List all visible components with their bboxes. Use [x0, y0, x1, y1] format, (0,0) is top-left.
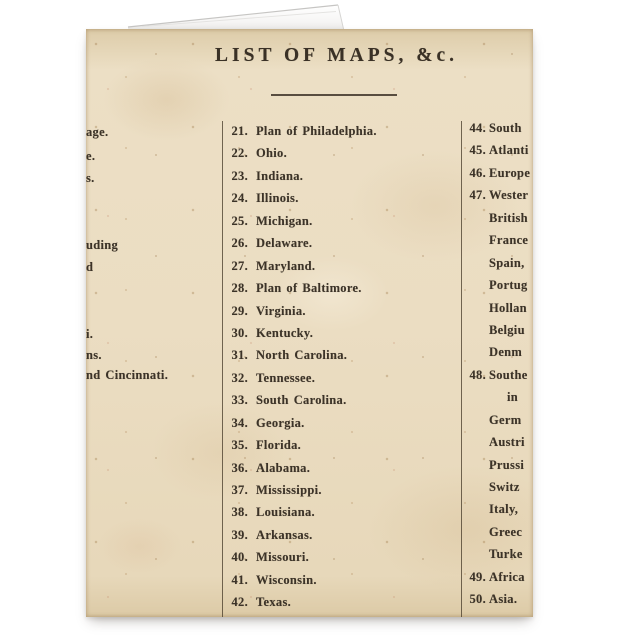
map-list-item: [220, 367, 460, 389]
entry-number: 42.: [231, 595, 248, 610]
entry-name: Switz: [489, 480, 520, 494]
entry-number: 50.: [469, 592, 486, 607]
map-list-item: [466, 431, 533, 453]
entry-name: Louisiana.: [256, 505, 315, 520]
entry-name: Virginia.: [256, 303, 306, 318]
entry-name: Spain,: [489, 255, 525, 270]
entry-name: Kentucky.: [256, 325, 314, 340]
entry-number: 37.: [231, 483, 248, 497]
entry-name: Indiana.: [256, 168, 304, 183]
entry-number: 39.: [231, 527, 248, 542]
entry-number: 48.: [469, 367, 486, 382]
page-title: LIST OF MAPS, &c.: [215, 45, 458, 66]
entry-name: in: [507, 390, 519, 405]
entry-name: South Carolina.: [256, 393, 347, 408]
left-entry-fragment: e.: [86, 149, 96, 163]
entry-number: 24.: [231, 191, 248, 206]
entry-number: [466, 229, 486, 251]
entry-number: [466, 297, 486, 319]
entry-number: 35.: [231, 438, 248, 453]
entry-name: Greec: [489, 524, 523, 539]
right-column: [466, 117, 533, 611]
map-list-item: [220, 142, 460, 164]
entry-number: [466, 341, 486, 363]
entry-name: Hollan: [489, 300, 527, 315]
entry-name: Denm: [489, 345, 523, 360]
card-back-panel: [128, 5, 344, 31]
left-entry-fragment: ns.: [86, 348, 102, 362]
map-list-item: [220, 524, 460, 546]
map-list-item: [466, 184, 533, 206]
entry-number: 22.: [231, 146, 248, 161]
left-entry-fragment: nd Cincinnati.: [86, 368, 169, 382]
entry-number: 38.: [231, 505, 248, 520]
map-list-item: [466, 297, 533, 319]
entry-number: [466, 319, 486, 341]
entry-name: Belgiu: [489, 322, 525, 337]
map-list-item: [220, 389, 460, 411]
entry-number: 45.: [469, 143, 486, 158]
entry-name: Alabama.: [256, 460, 311, 475]
map-list-item: [466, 319, 533, 341]
entry-name: Michigan.: [256, 213, 313, 228]
map-list-item: [220, 591, 460, 613]
map-list-item: [220, 255, 460, 277]
entry-number: 23.: [231, 168, 248, 183]
entry-number: [466, 252, 486, 274]
left-entry-fragment: s.: [86, 171, 95, 185]
map-list-item: [466, 386, 533, 408]
entry-name: Delaware.: [256, 236, 313, 251]
map-list-item: [220, 322, 460, 344]
map-list-item: [466, 341, 533, 363]
entry-name: Ohio.: [256, 146, 288, 161]
entry-number: 29.: [231, 303, 248, 318]
entry-number: [466, 521, 486, 543]
entry-number: 21.: [231, 124, 248, 138]
map-list-item: [220, 501, 460, 523]
map-list-item: [466, 454, 533, 476]
entry-name: Illinois.: [256, 191, 299, 206]
entry-number: 25.: [231, 213, 248, 228]
entry-name: Southe: [489, 367, 528, 382]
map-list-item: [466, 588, 533, 610]
map-list-item: [220, 479, 460, 501]
column-divider-right: [461, 121, 462, 617]
entry-number: [466, 409, 486, 431]
entry-name: Mississippi.: [256, 483, 322, 497]
entry-name: Plan of Baltimore.: [256, 281, 362, 296]
entry-number: 44.: [469, 121, 486, 135]
map-list-item: [220, 569, 460, 591]
entry-number: [466, 498, 486, 520]
entry-name: Prussi: [489, 457, 525, 472]
entry-number: 36.: [231, 460, 248, 475]
entry-number: [466, 454, 486, 476]
entry-name: Italy,: [489, 502, 519, 517]
title-divider-rule: [271, 94, 397, 96]
entry-name: Tennessee.: [256, 370, 316, 385]
entry-name: Germ: [489, 412, 522, 427]
entry-number: 33.: [231, 393, 248, 408]
entry-number: 30.: [231, 325, 248, 340]
left-entry-fragment: age.: [86, 125, 109, 139]
left-entry-fragment: i.: [86, 327, 94, 341]
map-list-item: [220, 232, 460, 254]
entry-name: Portug: [489, 278, 528, 293]
entry-name: Arkansas.: [256, 527, 313, 542]
left-column: [86, 29, 220, 617]
entry-name: France: [489, 233, 529, 248]
map-list-item: [220, 434, 460, 456]
map-list-item: [466, 364, 533, 386]
entry-name: Europe: [489, 165, 531, 180]
entry-name: Georgia.: [256, 415, 305, 430]
entry-name: Wester: [489, 188, 529, 203]
map-list-item: [466, 207, 533, 229]
entry-number: 27.: [231, 258, 248, 273]
entry-number: 47.: [469, 188, 486, 203]
entry-name: Atlanti: [489, 143, 529, 158]
map-list-item: [220, 300, 460, 322]
entry-name: Missouri.: [256, 550, 310, 565]
entry-number: 41.: [231, 572, 248, 587]
entry-number: [466, 386, 486, 408]
entry-name: North Carolina.: [256, 348, 348, 363]
map-list-item: [220, 546, 460, 568]
entry-number: 49.: [469, 569, 486, 584]
left-entry-fragment: uding: [86, 238, 119, 252]
entry-number: [466, 431, 486, 453]
map-list-item: [466, 252, 533, 274]
left-entry-fragment: d: [86, 260, 94, 274]
map-list-item: [466, 498, 533, 520]
entry-number: [466, 207, 486, 229]
map-list-item: [466, 566, 533, 588]
map-list-item: [220, 165, 460, 187]
entry-number: 34.: [231, 415, 248, 430]
entry-number: 28.: [231, 281, 248, 296]
entry-number: 46.: [469, 165, 486, 180]
map-list-item: [466, 409, 533, 431]
entry-name: Plan of Philadelphia.: [256, 124, 377, 138]
entry-name: Texas.: [256, 595, 292, 610]
map-list-item: [466, 476, 533, 498]
map-list-item: [466, 521, 533, 543]
map-list-item: [466, 274, 533, 296]
middle-column: [220, 120, 460, 614]
map-list-item: [466, 229, 533, 251]
entry-name: Africa: [489, 569, 525, 584]
map-list-item: [466, 139, 533, 161]
entry-number: [466, 476, 486, 498]
entry-name: South: [489, 121, 522, 135]
entry-name: Maryland.: [256, 258, 316, 273]
entry-name: Wisconsin.: [256, 572, 317, 587]
entry-name: Turke: [489, 547, 523, 562]
map-list-item: [220, 344, 460, 366]
entry-number: 26.: [231, 236, 248, 251]
map-list-item: [466, 117, 533, 139]
entry-number: 31.: [231, 348, 248, 363]
entry-name: Florida.: [256, 438, 302, 453]
map-list-item: [220, 457, 460, 479]
map-list-item: [220, 187, 460, 209]
entry-name: Austri: [489, 435, 525, 450]
map-list-item: [220, 120, 460, 142]
map-list-item: [466, 162, 533, 184]
map-list-item: [220, 412, 460, 434]
map-list-item: [220, 277, 460, 299]
entry-name: Asia.: [489, 592, 518, 607]
map-list-item: [466, 543, 533, 565]
entry-number: 32.: [231, 370, 248, 385]
entry-number: [466, 274, 486, 296]
map-list-item: [220, 210, 460, 232]
entry-number: [466, 543, 486, 565]
entry-name: British: [489, 210, 528, 225]
entry-number: 40.: [231, 550, 248, 565]
greeting-card-front: [86, 29, 533, 617]
